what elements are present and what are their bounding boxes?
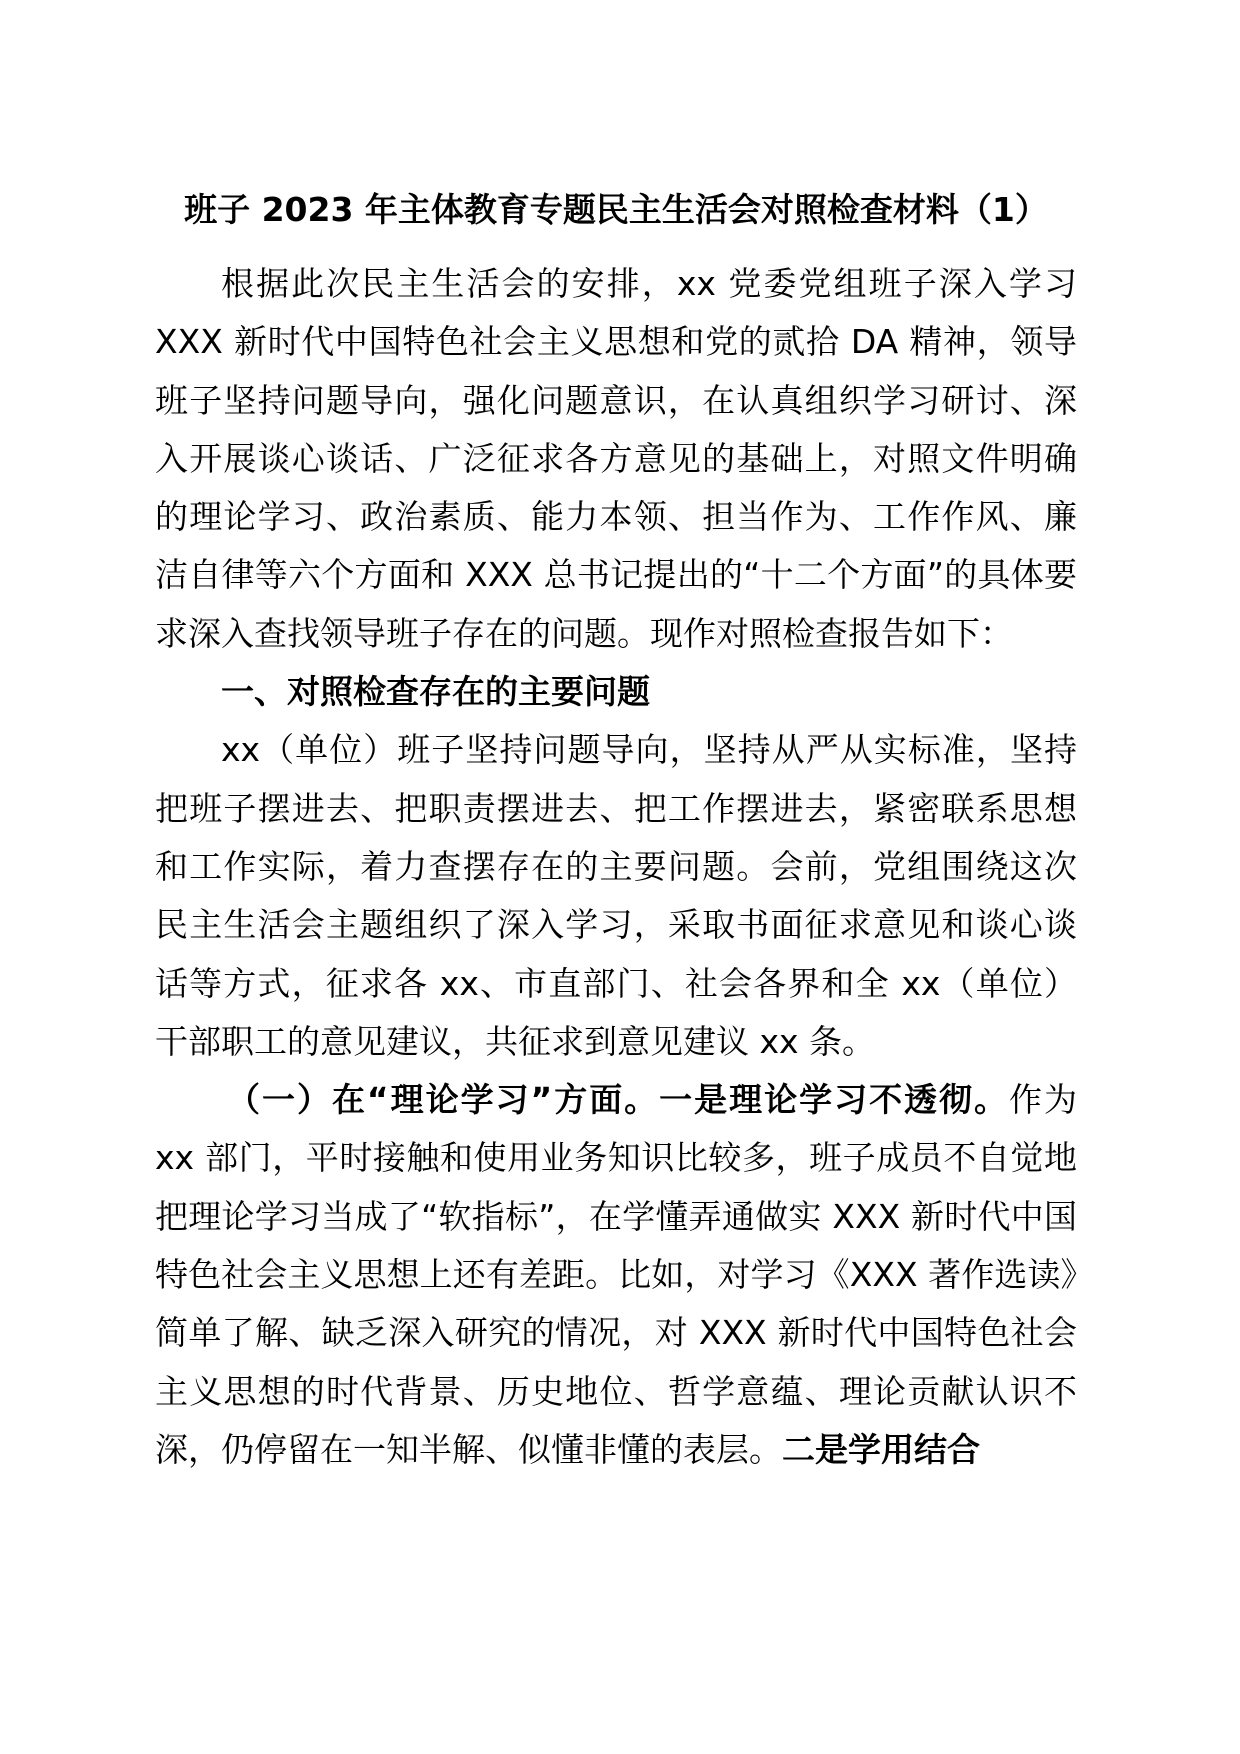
section-paragraph: xx（单位）班子坚持问题导向，坚持从严从实标准，坚持把班子摆进去、把职责摆进去、把工作摆进去，紧密联系思想和工作实际，着力查摆存在的主要问题。会前，党组围绕这次民主生活会主题组织了深入学习，采取书面征求意见和谈心谈话等方式，征求各 xx、市直部门、社会各界和全 xx（单位）干部职工的意见建议，共征求到意见建议 xx 条。: [155, 730, 1077, 1061]
section-heading: 一、对照检查存在的主要问题: [221, 672, 650, 712]
point-label: 二是学用结合: [782, 1429, 980, 1469]
subsection-paragraph: [155, 1071, 1077, 1479]
subsection-heading: （一）在“理论学习”方面。: [227, 1080, 660, 1120]
document-body: [155, 255, 1077, 1479]
intro-paragraph: 根据此次民主生活会的安排，xx 党委党组班子深入学习 XXX 新时代中国特色社会主义思想和党的贰拾 DA 精神，领导班子坚持问题导向，强化问题意识，在认真组织学习研讨、深入开展谈心谈话、广泛征求各方意见的基础上，对照文件明确的理论学习、政治素质、能力本领、担当作为、工作作风、廉洁自律等六个方面和 XXX 总书记提出的“十二个方面”的具体要求深入查找领导班子存在的问题。现作对照检查报告如下：: [155, 264, 1077, 653]
document-title: 班子 2023 年主体教育专题民主生活会对照检查材料（1）: [184, 190, 1048, 229]
point-label: 一是理论学习不透彻。: [659, 1080, 1010, 1120]
point-text: 作为 xx 部门，平时接触和使用业务知识比较多，班子成员不自觉地把理论学习当成了“软指标”，在学懂弄通做实 XXX 新时代中国特色社会主义思想上还有差距。比如，对学习《XXX 著作选读》简单了解、缺乏深入研究的情况，对 XXX 新时代中国特色社会主义思想的时代背景、历史地位、哲学意蕴、理论贡献认识不深，仍停留在一知半解、似懂非懂的表层。: [155, 1080, 1077, 1469]
